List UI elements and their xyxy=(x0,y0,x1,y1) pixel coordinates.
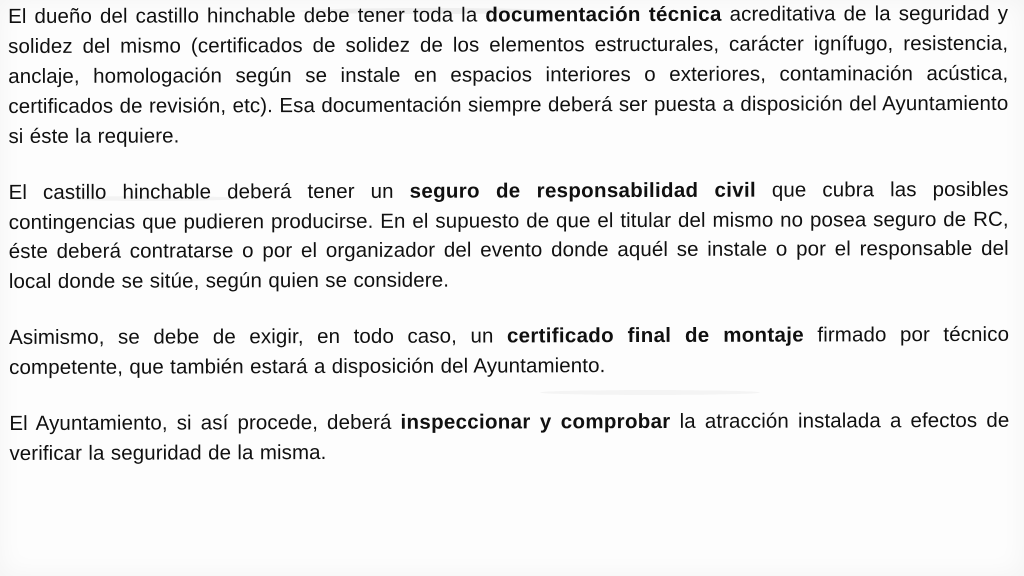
emphasis-text: inspeccionar y comprobar xyxy=(400,410,671,434)
document-body xyxy=(8,0,1009,469)
paragraph-4 xyxy=(9,406,1009,469)
emphasis-text: seguro de responsabilidad civil xyxy=(409,178,756,203)
emphasis-text: certificado final de montaje xyxy=(506,323,804,348)
body-text: la atracción instalada a efectos de verificar la seguridad de la misma. xyxy=(9,408,1010,466)
body-text: que cubra las posibles contingencias que pudieren producirse. En el supuesto de que el titular del mismo no posea seguro de RC, éste deberá contratarse o por el organizador del evento donde aquél se instale o por el responsable del local donde se sitúe, según quien se considere. xyxy=(8,177,1009,294)
paragraph-1 xyxy=(8,0,1008,152)
body-text: acreditativa de la seguridad y solidez del mismo (certificados de solidez de los elementos estructurales, carácter ignífugo, resistencia, anclaje, homologación según se instale en espacios interiores o exteriores, contaminación acústica, certificados de revisión, etc). Esa documentación siempre deberá ser puesta a disposición del Ayuntamiento si éste la requiere. xyxy=(8,1,1009,148)
paragraph-2 xyxy=(9,174,1009,297)
body-text: El dueño del castillo hinchable debe tener toda la xyxy=(8,3,486,28)
body-text: El Ayuntamiento, si así procede, deberá xyxy=(9,410,401,436)
paragraph-3 xyxy=(9,320,1009,383)
body-text: Asimismo, se debe de exigir, en todo caso, un xyxy=(9,324,507,350)
body-text: El castillo hinchable deberá tener un xyxy=(8,179,410,204)
body-text: firmado por técnico competente, que también estará a disposición del Ayuntamiento. xyxy=(9,323,1010,380)
emphasis-text: documentación técnica xyxy=(485,2,722,27)
